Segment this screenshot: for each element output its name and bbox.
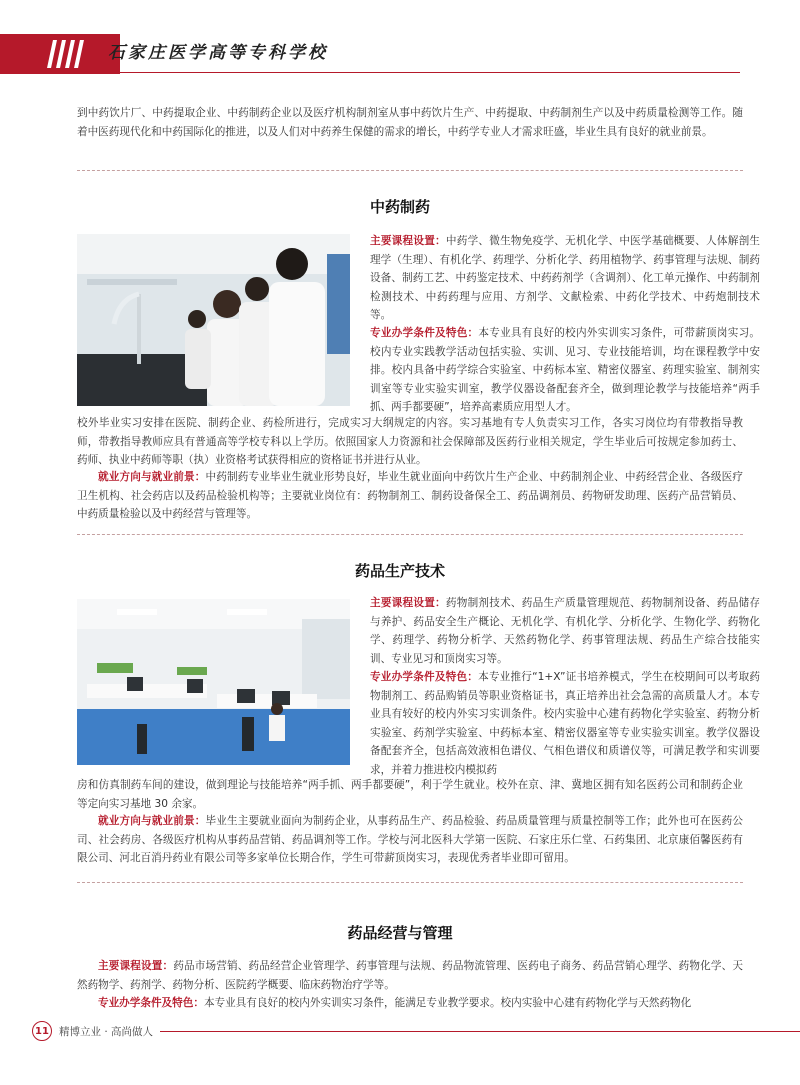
section1-features-text-a: 本专业具有良好的校内外实训实习条件，可带薪顶岗实习。校内专业实践教学活动包括实验、实训、见习、专业技能培训，均在课程教学中安排。校内具备中药学综合实验室、中药标本室、精密仪器室、药理实验室、制剂实训室等专业实验实训室，教学仪器设备配套齐全，做到理论教学与技能培养“两手抓、两手都要硬”，培养高素质应用型人才。 bbox=[370, 327, 761, 414]
section2-features-a bbox=[370, 668, 760, 780]
section-divider bbox=[77, 534, 743, 535]
section1-employment-text: 中药制药专业毕业生就业形势良好，毕业生就业面向中药饮片生产企业、中药制剂企业、中药经营企业、各级医疗卫生机构、社会药店以及药品检验机构等；主要就业岗位有：药物制剂工、制药设备保全工、药品调剂员、药物研发助理、医药产品营销员、中药质量检验以及中药经营与管理等。 bbox=[77, 471, 744, 521]
school-name: 石家庄医学高等专科学校 bbox=[108, 43, 328, 63]
header-accent-bar bbox=[0, 34, 120, 74]
section2-employment-label: 就业方向与就业前景： bbox=[98, 815, 206, 827]
section2-employment bbox=[77, 812, 743, 868]
training-laboratory-photo bbox=[77, 599, 350, 765]
section3-features-label: 专业办学条件及特色： bbox=[98, 997, 204, 1009]
section-divider bbox=[77, 170, 743, 171]
section1-features-label: 专业办学条件及特色： bbox=[370, 327, 479, 339]
section3-features-text: 本专业具有良好的校内外实训实习条件，能满足专业教学要求。校内实验中心建有药物化学与天然药物化 bbox=[203, 997, 692, 1009]
section1-features-b: 校外毕业实习安排在医院、制药企业、药检所进行，完成实习大纲规定的内容。实习基地有专人负责实习工作，各实习岗位均有带教指导教师，带教指导教师应具有普通高等学校专科以上学历。依照国家人力资源和社会保障部及医药行业相关规定，学生毕业后可按规定参加药士、药师、执业中药师等职（执）业资格考试获得相应的资格证书并进行从业。 bbox=[77, 417, 743, 467]
section2-courses bbox=[370, 594, 760, 668]
section1-courses-text: 中药学、微生物免疫学、无机化学、中医学基础概要、人体解剖生理学（生理）、有机化学、药理学、分析化学、药用植物学、药事管理与法规、制药设备、制药工艺、中药鉴定技术、中药药剂学（含调剂）、化工单元操作、中药制剂检测技术、中药药理与应用、方剂学、文献检索、中药化学技术、中药炮制技术等。 bbox=[370, 235, 761, 322]
section2-courses-label: 主要课程设置： bbox=[370, 597, 446, 609]
section3-features bbox=[77, 994, 743, 1013]
section2-features-label: 专业办学条件及特色： bbox=[370, 671, 479, 683]
section1-features-a bbox=[370, 324, 760, 417]
header-rule bbox=[0, 72, 740, 73]
section1-employment-label: 就业方向与就业前景： bbox=[98, 471, 206, 483]
header-stripes-icon bbox=[50, 40, 86, 68]
footer-slogan: 精博立业 · 高尚做人 bbox=[59, 1026, 154, 1038]
section-title-drug-marketing: 药品经营与管理 bbox=[347, 924, 453, 942]
section2-courses-text: 药物制剂技术、药品生产质量管理规范、药物制剂设备、药品储存与养护、药品安全生产概论、无机化学、有机化学、分析化学、生物化学、药物化学、药理学、药物分析学、天然药物化学、药事管理法规、药品生产综合技能实训、专业见习和顶岗实习等。 bbox=[370, 597, 761, 665]
training-laboratory-photo-icon bbox=[77, 599, 350, 765]
page-header bbox=[0, 0, 800, 80]
section-title-drug-production: 药品生产技术 bbox=[354, 562, 445, 580]
section2-employment-text: 毕业生主要就业面向为制药企业，从事药品生产、药品检验、药品质量管理与质量控制等工作；此外也可在医药公司、社会药房、各级医疗机构从事药品营销、药品调剂等工作。学校与河北医科大学第一医院、石家庄乐仁堂、石药集团、北京康佰馨医药有限公司、河北百消丹药业有限公司等多家单位长期合作，学生可带薪顶岗实习，表现优秀者毕业即可留用。 bbox=[77, 815, 744, 865]
section2-features-text-a: 本专业推行“1+X”证书培养模式，学生在校期间可以考取药物制剂工、药品购销员等职业资格证书，真正培养出社会急需的高质量人才。本专业具有较好的校内外实习实训条件。校内实验中心建有药物化学实验室、药物分析实验室、药剂学实验室、中药标本室、精密仪器室等专业实验实训室。教学仪器设备配套齐全，包括高效液相色谱仪、气相色谱仪和质谱仪等，可满足教学和实训要求，并着力推进校内模拟药 bbox=[370, 671, 761, 776]
section2-features-b: 房和仿真制药车间的建设，做到理论与技能培养“两手抓、两手都要硬”，利于学生就业。校外在京、津、冀地区拥有知名医药公司和制药企业等定向实习基地 30 余家。 bbox=[77, 779, 743, 810]
laboratory-students-photo bbox=[77, 234, 350, 406]
section1-courses bbox=[370, 232, 760, 325]
page-number: 11 bbox=[32, 1021, 52, 1041]
section3-courses-text: 药品市场营销、药品经营企业管理学、药事管理与法规、药品物流管理、医药电子商务、药品营销心理学、药物化学、天然药物学、药剂学、药物分析、医院药学概要、临床药物治疗学等。 bbox=[77, 960, 744, 991]
footer-rule bbox=[160, 1031, 800, 1032]
section3-courses-label: 主要课程设置： bbox=[98, 960, 174, 972]
laboratory-students-photo-icon bbox=[77, 234, 350, 406]
section1-courses-label: 主要课程设置： bbox=[370, 235, 446, 247]
section-title-chinese-pharmaceutics: 中药制药 bbox=[369, 198, 430, 216]
section1-employment bbox=[77, 468, 743, 524]
section-divider bbox=[77, 882, 743, 883]
section3-courses bbox=[77, 957, 743, 994]
intro-paragraph: 到中药饮片厂、中药提取企业、中药制药企业以及医疗机构制剂室从事中药饮片生产、中药提取、中药制剂生产以及中药质量检测等工作。随着中医药现代化和中药国际化的推进，以及人们对中药养生保健的需求的增长，中药学专业人才需求旺盛，毕业生具有良好的就业前景。 bbox=[77, 107, 743, 138]
